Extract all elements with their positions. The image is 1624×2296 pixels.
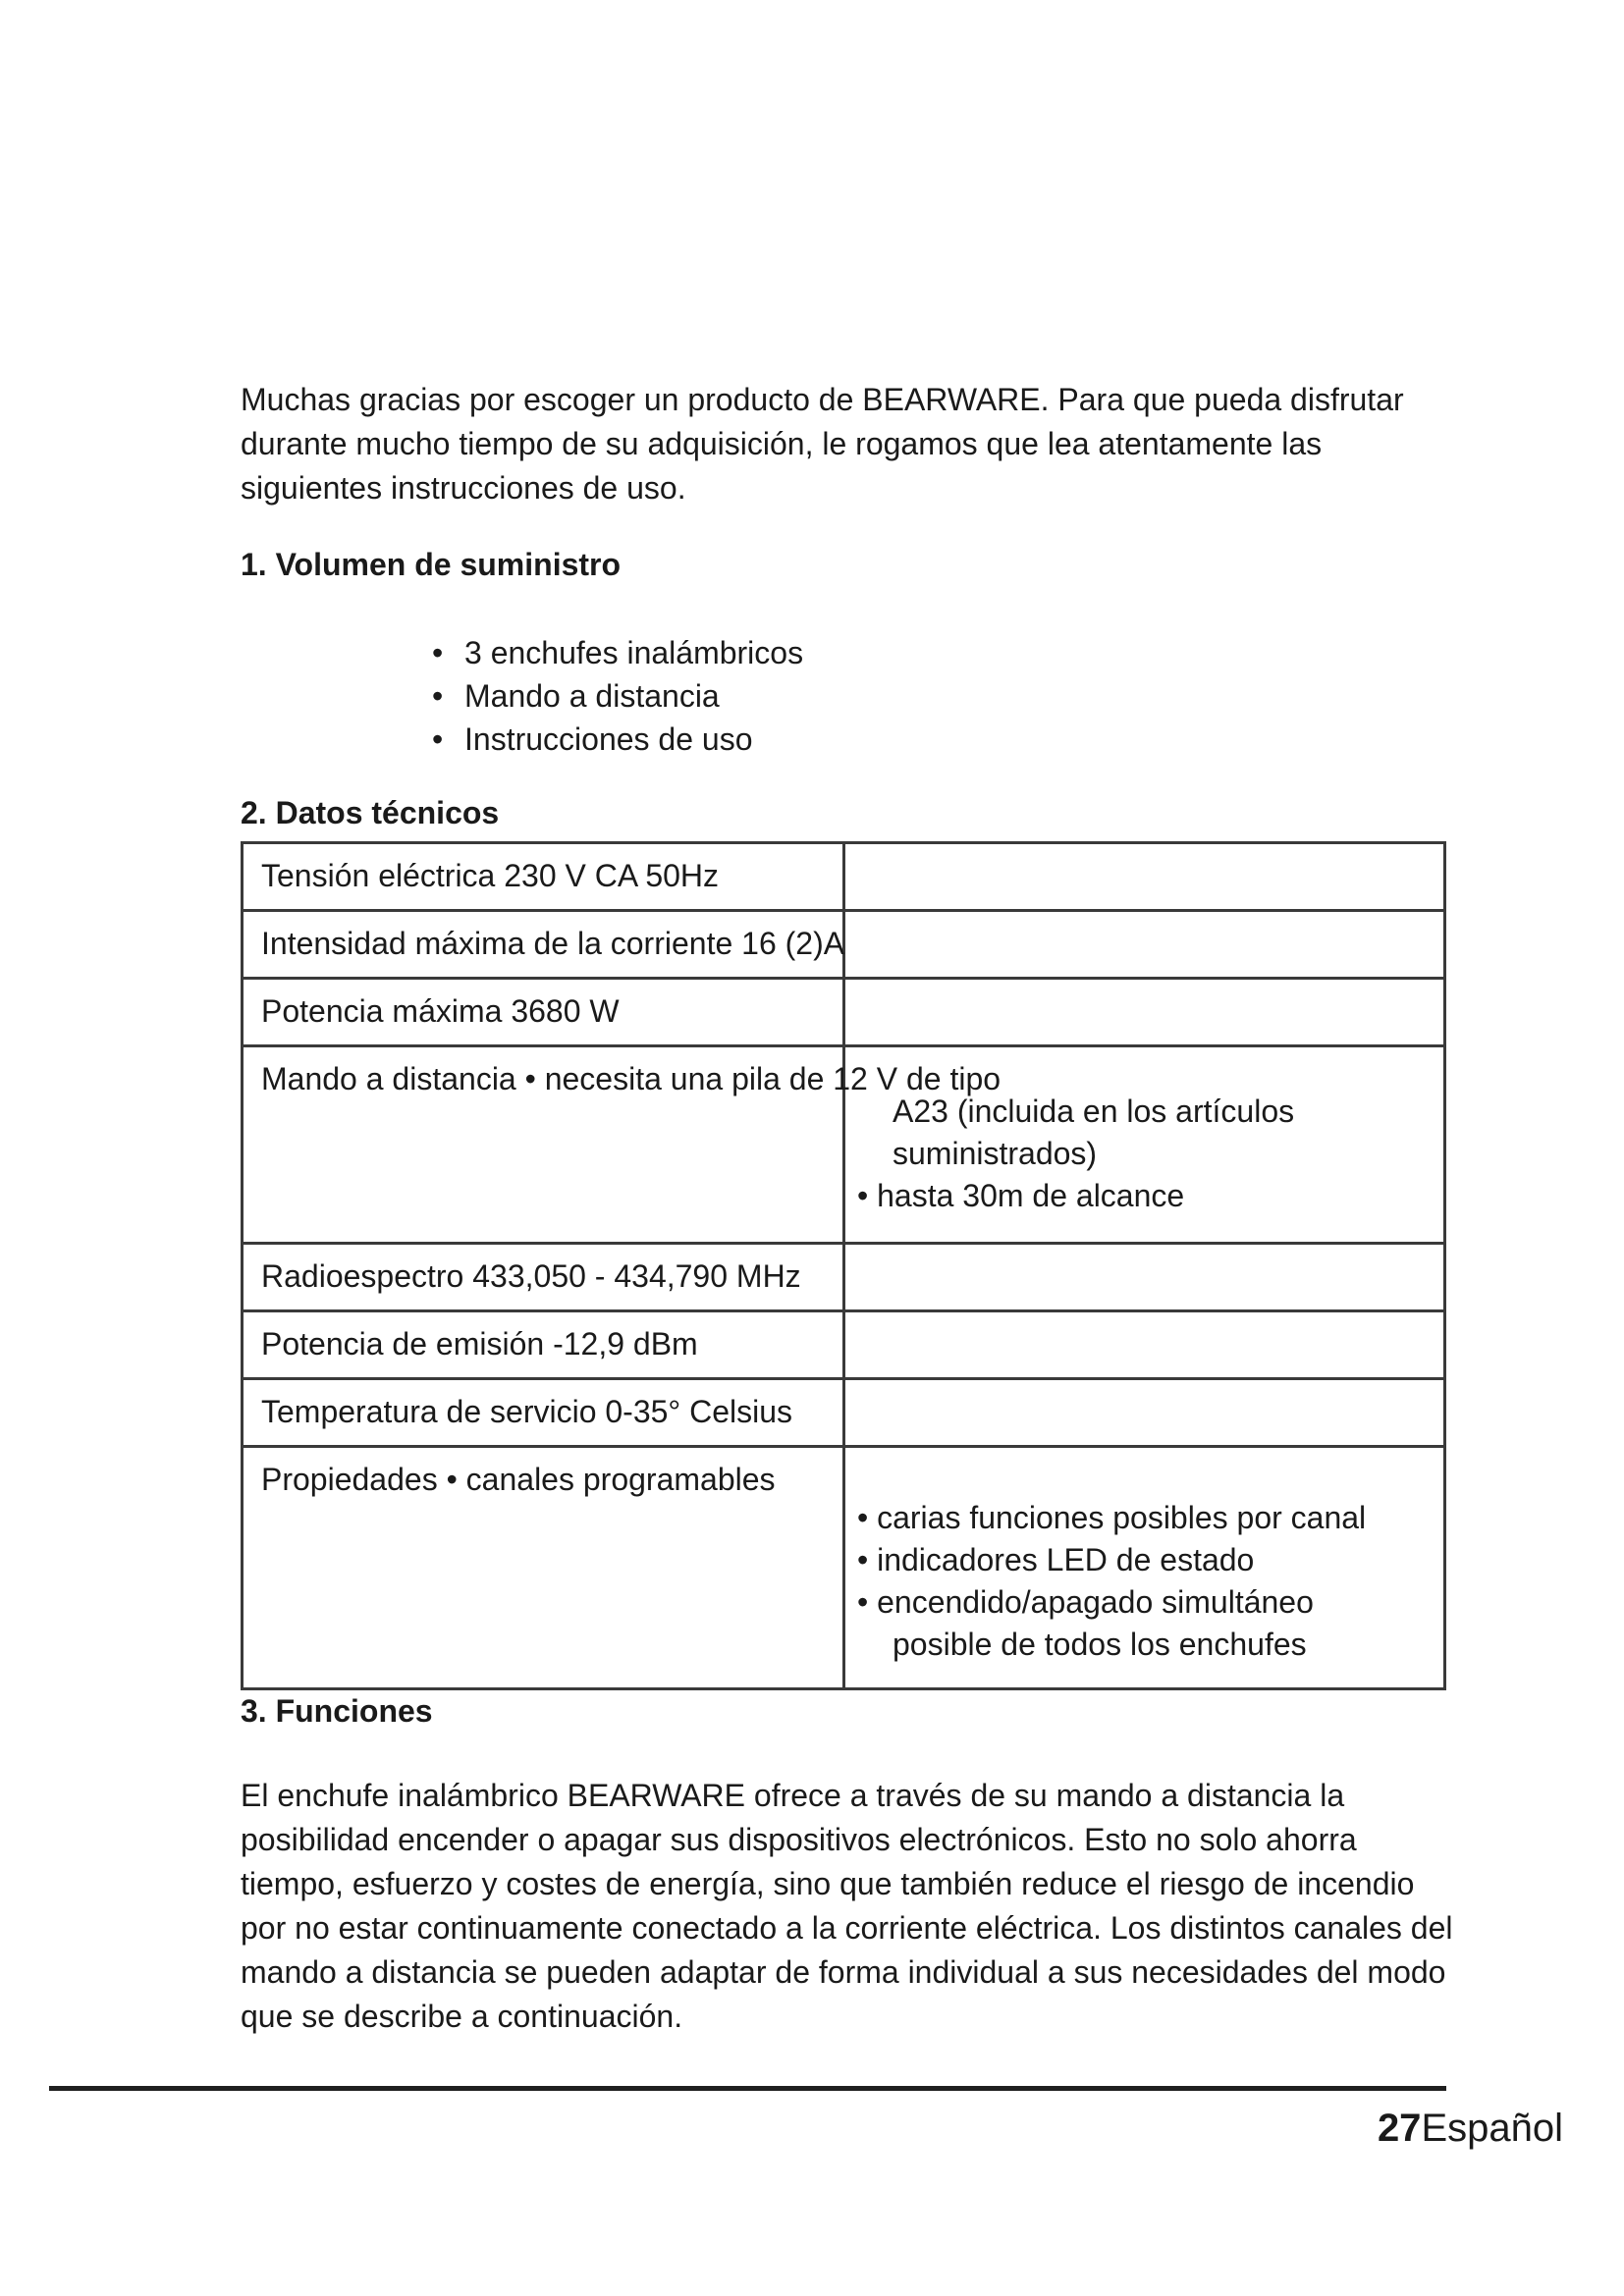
page-number: 27: [1377, 2107, 1422, 2150]
spec-label: Temperatura de servicio 0-35° Celsius: [261, 1394, 793, 1429]
footer-divider: [49, 2086, 1446, 2091]
bullet-icon: •: [432, 678, 444, 714]
table-row: [243, 1311, 1445, 1379]
table-row: [243, 1379, 1445, 1447]
intro-paragraph: Muchas gracias por escoger un producto de BEARWARE. Para que pueda disfrutar durante mucho tiempo de su adquisición, le rogamos que lea atentamente las siguientes instrucciones de uso.: [241, 382, 1404, 506]
list-item-text: Mando a distancia: [464, 678, 720, 714]
spec-detail-line: A23 (incluida en los artículos suministrados): [893, 1094, 1295, 1171]
functions-paragraph: El enchufe inalámbrico BEARWARE ofrece a través de su mando a distancia la posibilidad encender o apagar sus dispositivos electrónicos. Esto no solo ahorra tiempo, esfuerzo y costes de energía, sino que también reduce el riesgo de incendio por no estar continuamente conectado a la corriente eléctrica. Los distintos canales del mando a distancia se pueden adaptar de forma individual a sus necesidades del modo que se describe a continuación.: [241, 1778, 1453, 2034]
technical-data-table: [241, 841, 1446, 1690]
table-row: [243, 1244, 1445, 1311]
section-heading-supply: 1. Volumen de suministro: [241, 547, 622, 582]
list-item-text: Instrucciones de uso: [464, 721, 753, 757]
supply-list: [432, 631, 803, 761]
spec-label: Mando a distancia • necesita una pila de 12 V de tipo: [261, 1061, 1001, 1096]
footer-language: Español: [1421, 2107, 1563, 2150]
spec-detail-line: posible de todos los enchufes: [893, 1627, 1307, 1662]
list-item-text: 3 enchufes inalámbricos: [464, 635, 804, 670]
spec-detail-line: • carias funciones posibles por canal: [857, 1500, 1367, 1535]
spec-label: Intensidad máxima de la corriente 16 (2)A: [261, 926, 845, 961]
spec-detail-line: • indicadores LED de estado: [857, 1542, 1255, 1577]
list-item: [432, 631, 803, 674]
table-row: [243, 1046, 1445, 1244]
spec-label: Potencia de emisión -12,9 dBm: [261, 1326, 698, 1362]
table-row: [243, 911, 1445, 979]
spec-detail-line: • encendido/apagado simultáneo: [857, 1584, 1314, 1620]
section-heading-functions: 3. Funciones: [241, 1693, 433, 1729]
table-row: [243, 1447, 1445, 1689]
spec-detail-line: • hasta 30m de alcance: [857, 1178, 1185, 1213]
list-item: [432, 674, 803, 718]
spec-label: Radioespectro 433,050 - 434,790 MHz: [261, 1258, 801, 1294]
bullet-icon: •: [432, 721, 444, 757]
page-footer: [1378, 2104, 1563, 2153]
table-row: [243, 843, 1445, 911]
spec-details: [845, 1448, 1443, 1666]
spec-label: Propiedades • canales programables: [261, 1462, 776, 1497]
spec-label: Potencia máxima 3680 W: [261, 993, 620, 1029]
spec-label: Tensión eléctrica 230 V CA 50Hz: [261, 858, 720, 893]
list-item: [432, 718, 803, 761]
table-row: [243, 979, 1445, 1046]
section-heading-technical-data: 2. Datos técnicos: [241, 795, 500, 830]
bullet-icon: •: [432, 635, 444, 670]
